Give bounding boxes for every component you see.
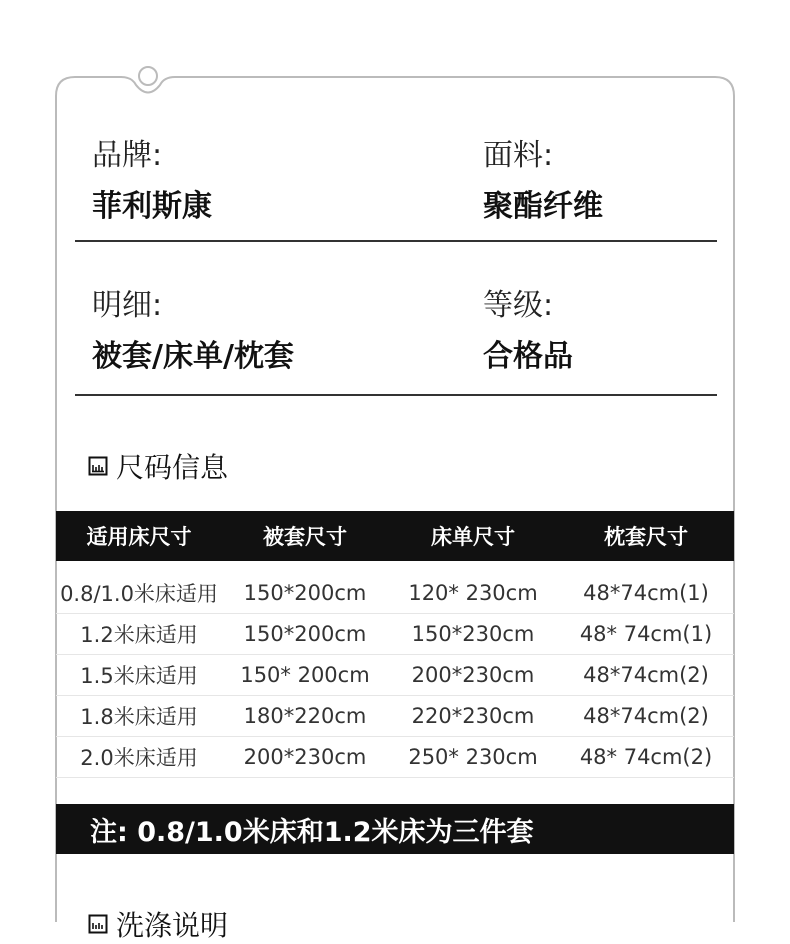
cell-bed-size: 1.2米床适用 bbox=[80, 623, 198, 647]
table-row bbox=[56, 614, 734, 655]
column-header-duvet: 被套尺寸 bbox=[263, 525, 347, 549]
grade-value: 合格品 bbox=[483, 339, 573, 374]
cell-duvet-size: 200*230cm bbox=[243, 745, 367, 769]
column-header-bed: 适用床尺寸 bbox=[86, 525, 192, 549]
details-value: 被套/床单/枕套 bbox=[92, 339, 294, 374]
details-label: 明细: bbox=[92, 288, 163, 323]
table-header bbox=[56, 511, 734, 561]
cell-bed-size: 2.0米床适用 bbox=[80, 746, 198, 770]
wash-section-title: 洗涤说明 bbox=[116, 909, 229, 942]
brand-value: 菲利斯康 bbox=[92, 189, 212, 224]
cell-bed-size: 0.8/1.0米床适用 bbox=[60, 582, 218, 606]
material-value: 聚酯纤维 bbox=[483, 189, 603, 224]
size-table bbox=[56, 511, 734, 778]
grade-label: 等级: bbox=[483, 288, 554, 323]
wash-section-heading bbox=[88, 904, 228, 944]
cell-sheet-size: 250* 230cm bbox=[408, 745, 538, 769]
note-text: 注: 0.8/1.0米床和1.2米床为三件套 bbox=[90, 816, 534, 848]
divider bbox=[75, 394, 717, 396]
divider bbox=[75, 240, 717, 242]
hang-hole-icon bbox=[139, 67, 157, 85]
table-body bbox=[56, 561, 734, 778]
table-row bbox=[56, 655, 734, 696]
cell-sheet-size: 220*230cm bbox=[411, 704, 535, 728]
cell-bed-size: 1.5米床适用 bbox=[80, 664, 198, 688]
cell-sheet-size: 150*230cm bbox=[411, 622, 535, 646]
material-label: 面料: bbox=[483, 138, 554, 173]
column-header-pillowcase: 枕套尺寸 bbox=[604, 525, 688, 549]
table-row bbox=[56, 573, 734, 614]
cell-pillowcase-size: 48*74cm(2) bbox=[583, 704, 709, 728]
cell-pillowcase-size: 48*74cm(2) bbox=[583, 663, 709, 687]
table-row bbox=[56, 696, 734, 737]
note-banner bbox=[56, 804, 734, 854]
ruler-icon bbox=[88, 914, 108, 934]
cell-pillowcase-size: 48* 74cm(2) bbox=[579, 745, 713, 769]
cell-bed-size: 1.8米床适用 bbox=[80, 705, 198, 729]
size-section-heading bbox=[88, 446, 228, 486]
cell-sheet-size: 120* 230cm bbox=[408, 581, 538, 605]
cell-pillowcase-size: 48* 74cm(1) bbox=[579, 622, 713, 646]
size-section-title: 尺码信息 bbox=[116, 451, 229, 484]
cell-duvet-size: 180*220cm bbox=[243, 704, 367, 728]
cell-sheet-size: 200*230cm bbox=[411, 663, 535, 687]
cell-duvet-size: 150* 200cm bbox=[240, 663, 370, 687]
column-header-sheet: 床单尺寸 bbox=[431, 525, 515, 549]
cell-pillowcase-size: 48*74cm(1) bbox=[583, 581, 709, 605]
brand-label: 品牌: bbox=[92, 138, 163, 173]
ruler-icon bbox=[88, 456, 108, 476]
table-row bbox=[56, 737, 734, 778]
cell-duvet-size: 150*200cm bbox=[243, 581, 367, 605]
cell-duvet-size: 150*200cm bbox=[243, 622, 367, 646]
